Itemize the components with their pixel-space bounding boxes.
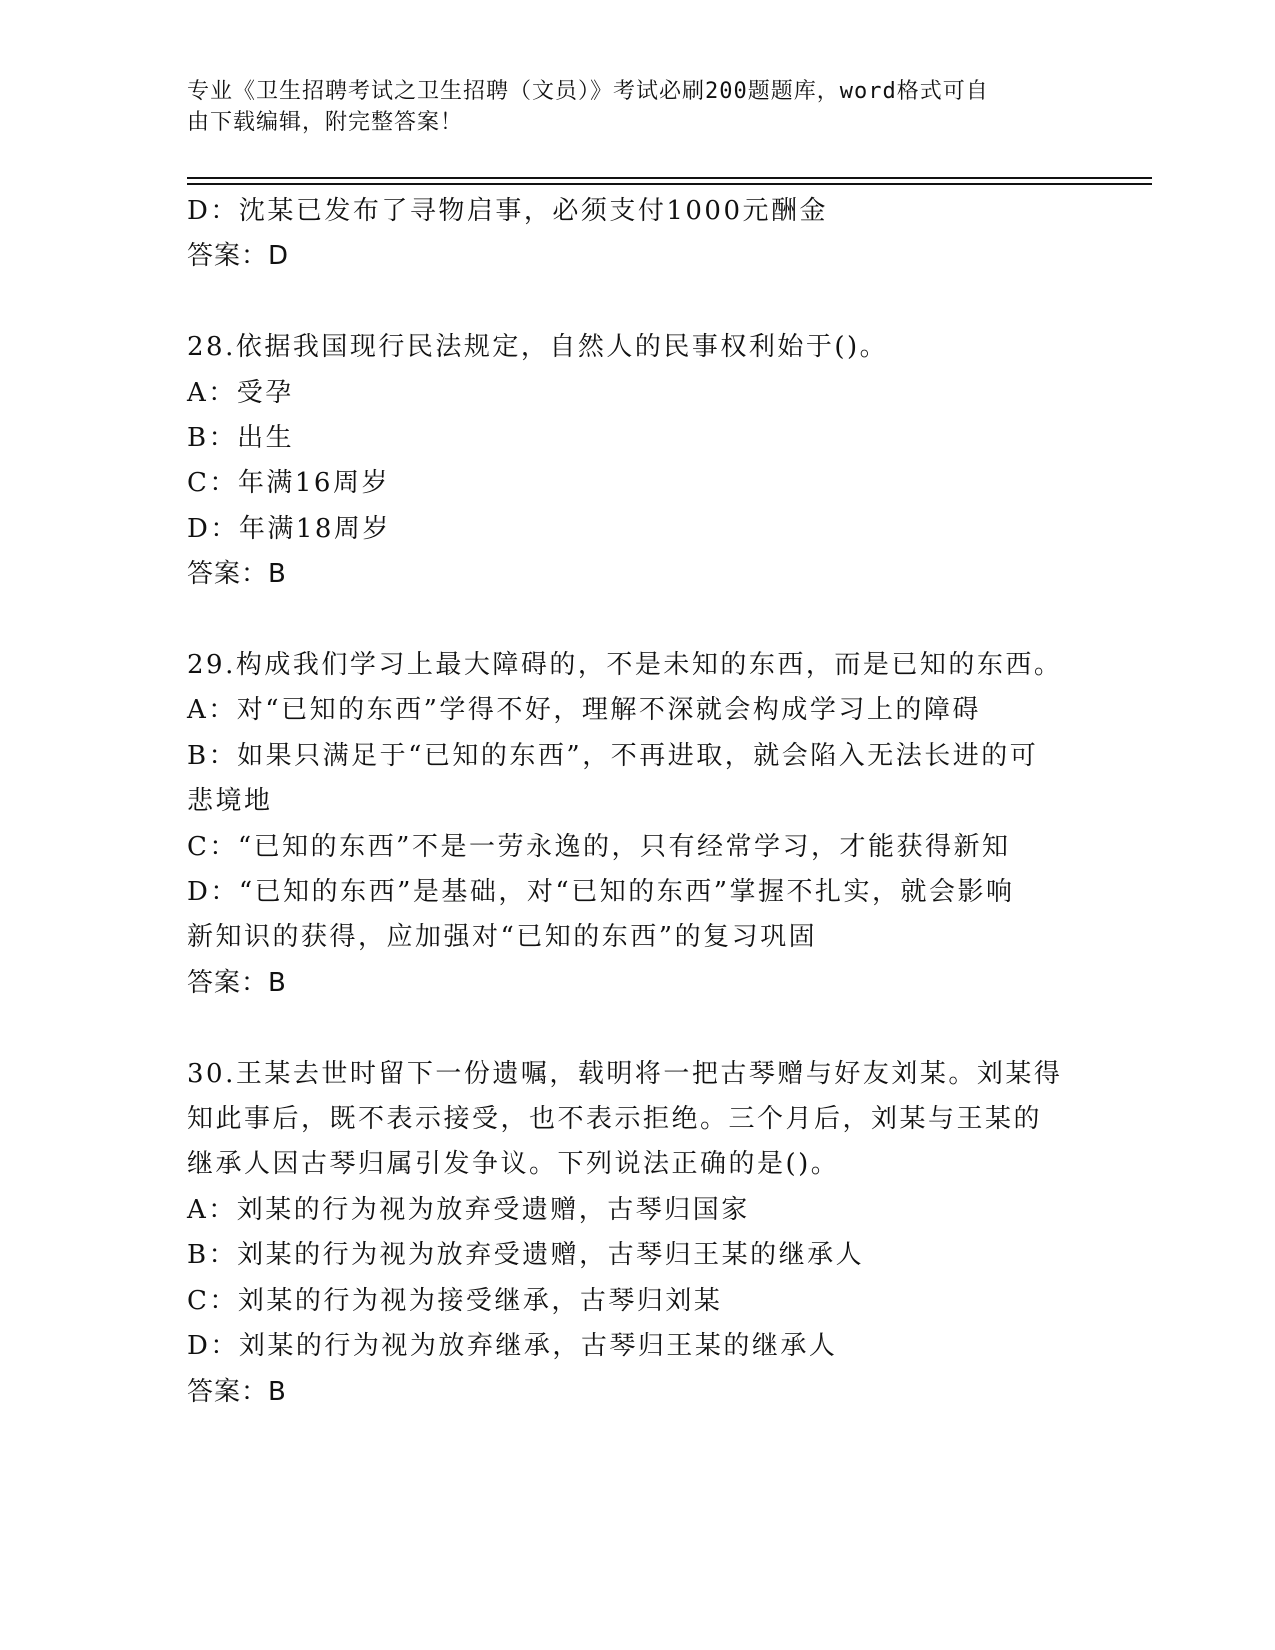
document-header bbox=[187, 76, 1067, 138]
q29-option-d-line-2: 新知识的获得，应加强对“已知的东西”的复习巩固 bbox=[187, 922, 818, 953]
q29-option-b-line-2: 悲境地 bbox=[187, 786, 273, 817]
q30-option-b: B：刘某的行为视为放弃受遗赠，古琴归王某的继承人 bbox=[187, 1240, 865, 1271]
q28-answer: 答案：B bbox=[187, 559, 287, 590]
header-rule-top bbox=[187, 177, 1152, 179]
q29-option-c: C：“已知的东西”不是一劳永逸的，只有经常学习，才能获得新知 bbox=[187, 831, 1011, 862]
q29-option-b-line-1: B：如果只满足于“已知的东西”，不再进取，就会陷入无法长进的可 bbox=[187, 740, 1039, 771]
spacer bbox=[187, 280, 1067, 325]
question-28 bbox=[187, 325, 1067, 597]
q29-option-d-line-1: D：“已知的东西”是基础，对“已知的东西”掌握不扎实，就会影响 bbox=[187, 877, 1015, 908]
q30-option-d: D：刘某的行为视为放弃继承，古琴归王某的继承人 bbox=[187, 1331, 838, 1362]
spacer bbox=[187, 598, 1067, 643]
q30-answer: 答案：B bbox=[187, 1376, 287, 1407]
q30-stem-line-2: 知此事后，既不表示接受，也不表示拒绝。三个月后，刘某与王某的 bbox=[187, 1104, 1043, 1135]
q30-option-c: C：刘某的行为视为接受继承，古琴归刘某 bbox=[187, 1285, 723, 1316]
q30-option-a: A：刘某的行为视为放弃受遗赠，古琴归国家 bbox=[187, 1194, 750, 1225]
question-29 bbox=[187, 643, 1067, 1006]
header-line-2: 由下载编辑，附完整答案！ bbox=[187, 110, 464, 135]
question-list bbox=[187, 189, 1067, 1415]
q30-stem-line-1: 30.王某去世时留下一份遗嘱，载明将一把古琴赠与好友刘某。刘某得 bbox=[187, 1058, 1063, 1089]
q28-stem: 28.依据我国现行民法规定，自然人的民事权利始于()。 bbox=[187, 332, 889, 363]
q27-answer: 答案：D bbox=[187, 241, 290, 272]
q30-stem-line-3: 继承人因古琴归属引发争议。下列说法正确的是()。 bbox=[187, 1149, 840, 1180]
q28-option-b: B：出生 bbox=[187, 423, 295, 454]
q28-option-d: D：年满18周岁 bbox=[187, 513, 391, 544]
q28-option-a: A：受孕 bbox=[187, 377, 294, 408]
q29-stem: 29.构成我们学习上最大障碍的，不是未知的东西，而是已知的东西。 bbox=[187, 650, 1063, 681]
q27-option-d: D：沈某已发布了寻物启事，必须支付1000元酬金 bbox=[187, 196, 829, 226]
question-30 bbox=[187, 1052, 1067, 1415]
question-27-tail bbox=[187, 189, 1067, 280]
header-rule-bottom bbox=[187, 183, 1152, 185]
q29-option-a: A：对“已知的东西”学得不好，理解不深就会构成学习上的障碍 bbox=[187, 695, 981, 726]
q28-option-c: C：年满16周岁 bbox=[187, 468, 390, 499]
header-line-1: 专业《卫生招聘考试之卫生招聘（文员）》考试必刷200题题库，word格式可自 bbox=[187, 79, 989, 104]
spacer bbox=[187, 1006, 1067, 1051]
q29-answer: 答案：B bbox=[187, 967, 287, 998]
